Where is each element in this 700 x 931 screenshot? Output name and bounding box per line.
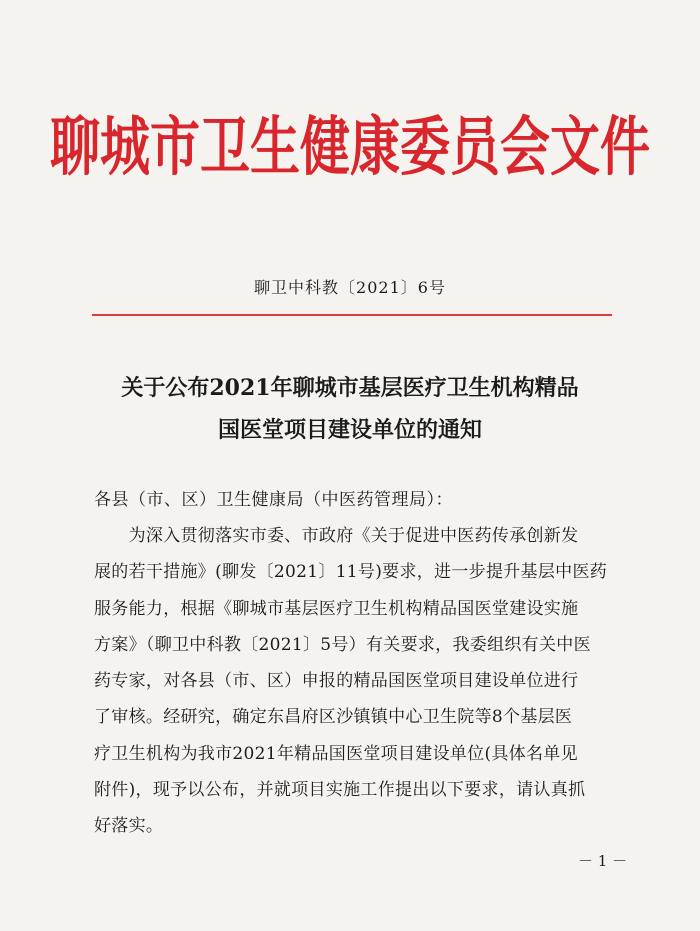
page-number: － 1 － <box>578 852 628 870</box>
body-line: 服务能力，根据《聊城市基层医疗卫生机构精品国医堂建设实施 <box>94 598 579 619</box>
red-divider-line <box>92 314 612 316</box>
body-line: 附件)，现予以公布，并就项目实施工作提出以下要求，请认真抓 <box>94 780 586 801</box>
addressee-line: 各县（市、区）卫生健康局（中医药管理局）： <box>94 490 453 510</box>
body-text <box>94 521 634 848</box>
notice-title <box>0 367 700 451</box>
notice-title-line-1: 关于公布2021年聊城市基层医疗卫生机构精品 <box>121 375 579 401</box>
issuer-header-title: 聊城市卫生健康委员会文件 <box>50 110 650 185</box>
body-line: 为深入贯彻落实市委、市政府《关于促进中医药传承创新发 <box>94 526 579 546</box>
body-line: 方案》（聊卫中科教〔2021〕5号）有关要求，我委组织有关中医 <box>94 634 591 655</box>
body-line: 疗卫生机构为我市2021年精品国医堂项目建设单位(具体名单见 <box>94 743 578 764</box>
body-line: 好落实。 <box>94 816 164 837</box>
body-line: 药专家，对各县（市、区）申报的精品国医堂项目建设单位进行 <box>94 671 579 692</box>
body-line: 了审核。经研究，确定东昌府区沙镇镇中心卫生院等8个基层医 <box>94 707 573 728</box>
document-number: 聊卫中科教〔2021〕6号 <box>254 278 446 297</box>
notice-title-line-2: 国医堂项目建设单位的通知 <box>217 417 482 443</box>
body-line: 展的若干措施》(聊发〔2021〕11号)要求，进一步提升基层中医药 <box>94 562 608 583</box>
